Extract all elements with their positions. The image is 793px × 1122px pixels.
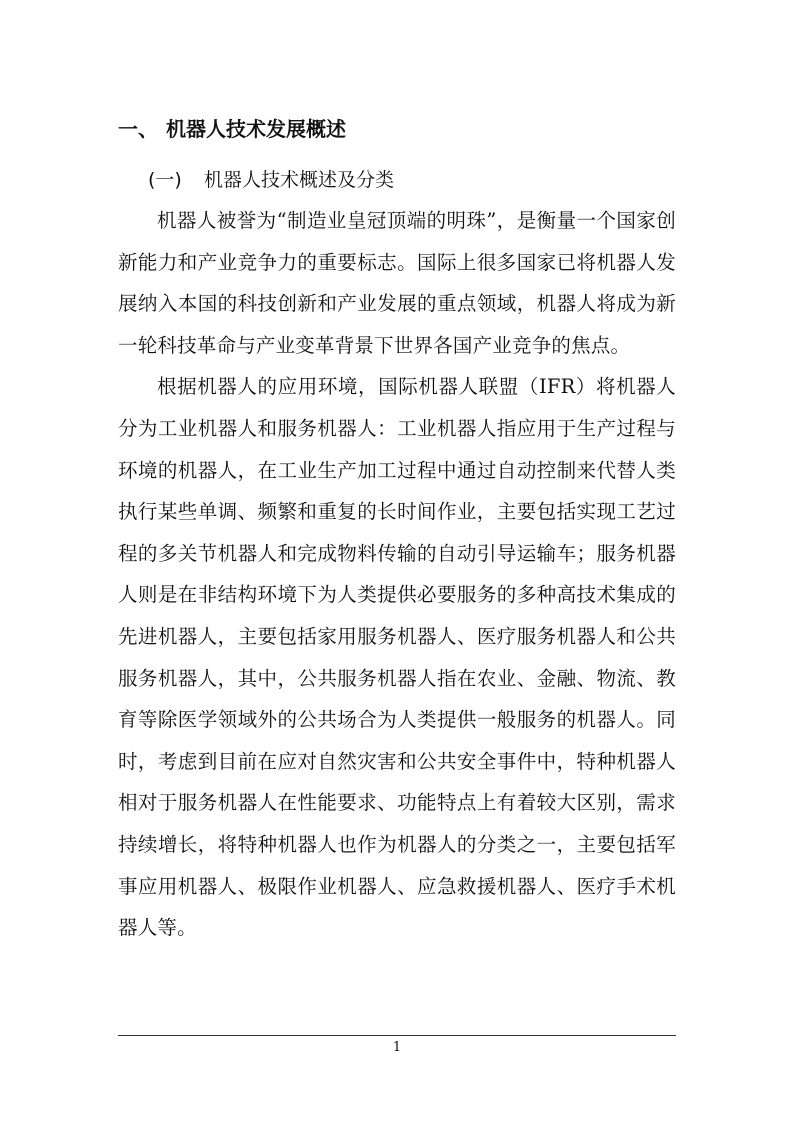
paragraph-intro: 机器人被誉为“制造业皇冠顶端的明珠”，是衡量一个国家创新能力和产业竞争力的重要标志。国际上很多国家已将机器人发展纳入本国的科技创新和产业发展的重点领域，机器人将成为新一轮科技革命与产业变革背景下世界各国产业竞争的焦点。 <box>118 209 676 357</box>
page-number: 1 <box>392 1040 402 1055</box>
subsection-title: 机器人技术概述及分类 <box>204 169 395 191</box>
section-heading <box>118 114 678 144</box>
subsection-heading <box>148 165 668 195</box>
body-text <box>118 200 676 949</box>
footer-divider <box>118 1035 676 1036</box>
section-number: 一、 <box>118 117 158 141</box>
paragraph-classification: 根据机器人的应用环境，国际机器人联盟（IFR）将机器人分为工业机器人和服务机器人：工业机器人指应用于生产过程与环境的机器人，在工业生产加工过程中通过自动控制来代替人类执行某些单调、频繁和重复的长时间作业，主要包括实现工艺过程的多关节机器人和完成物料传输的自动引导运输车；服务机器人则是在非结构环境下为人类提供必要服务的多种高技术集成的先进机器人，主要包括家用服务机器人、医疗服务机器人和公共服务机器人，其中，公共服务机器人指在农业、金融、物流、教育等除医学领域外的公共场合为人类提供一般服务的机器人。同时，考虑到目前在应对自然灾害和公共安全事件中，特种机器人相对于服务机器人在性能要求、功能特点上有着较大区别，需求持续增长，将特种机器人也作为机器人的分类之一，主要包括军事应用机器人、极限作业机器人、应急救援机器人、医疗手术机器人等。 <box>118 375 676 940</box>
subsection-number: (一) <box>148 169 182 191</box>
section-title: 机器人技术发展概述 <box>166 117 346 141</box>
